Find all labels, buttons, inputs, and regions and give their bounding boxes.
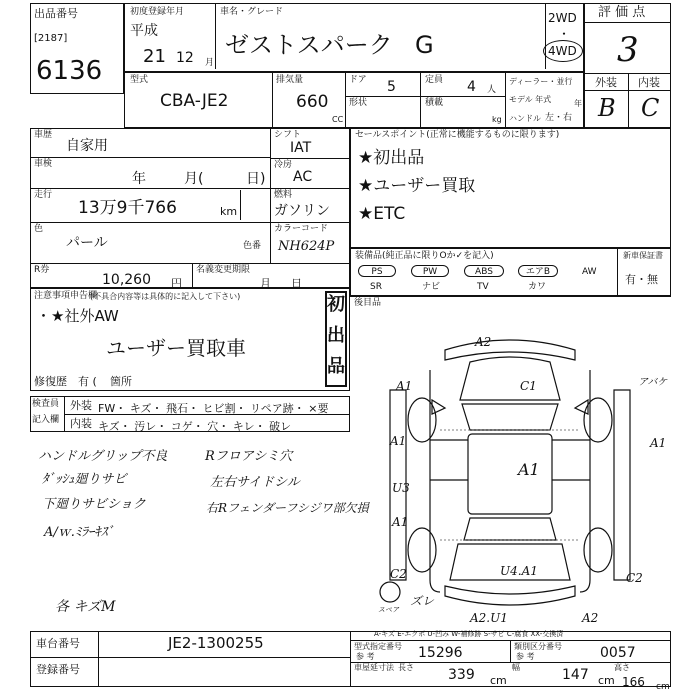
colorno-value: NH624P: [278, 239, 335, 254]
class-label: 類別区分番号: [514, 642, 562, 651]
score-label: 評 価 点: [598, 5, 646, 20]
dims-label: 車屋延寸法: [354, 663, 394, 672]
mileage-label: 走行: [34, 190, 53, 200]
displacement-unit: CC: [332, 115, 344, 124]
sales-point-1: ★初出品: [358, 148, 425, 168]
len-value: 339: [448, 667, 475, 683]
recycle-label: R券: [34, 265, 50, 275]
meishu-label: 名義変更期限: [196, 265, 251, 275]
capacity-label: 定員: [425, 75, 444, 85]
lot-number-label: 出品番号: [34, 7, 78, 20]
inspector-int-item: 汚レ: [134, 420, 157, 433]
notes-line-2: ユーザー買取車: [106, 336, 246, 360]
inspector-label-2: 記入欄: [32, 415, 60, 425]
history-value: 自家用: [66, 138, 108, 154]
equip-navi: ナビ: [422, 282, 441, 292]
chassis-label: 車台番号: [36, 637, 80, 650]
notes-label: 注意事項申告欄: [34, 291, 98, 301]
repair-value: 有 (: [78, 375, 97, 388]
ref-label-1: 参 考: [356, 652, 375, 661]
meishu-day: 日: [291, 277, 302, 290]
reg-month-unit: 月: [205, 58, 215, 68]
inspection-year: 年: [132, 171, 146, 187]
mark-a2u1: A2.U1: [470, 611, 508, 625]
sales-point-3: ★ETC: [358, 204, 406, 224]
height-unit: cm: [656, 682, 670, 692]
shape-label: 形状: [349, 98, 368, 108]
spare-label: スペア: [378, 606, 399, 614]
equip-aw: AW: [582, 267, 597, 277]
colorcode-label: カラーコード: [274, 224, 329, 234]
inspector-ext-item: FW: [98, 402, 116, 415]
inspector-int-item: キレ: [232, 420, 255, 433]
mark-u4a1: U4.A1: [500, 564, 538, 578]
fuel-label: 燃料: [274, 190, 293, 200]
damage-legend: A-キズ E-エクボ U-凹み W-補修跡 S-サビ C-腐食 XX-交換済: [374, 630, 564, 638]
doors-value: 5: [387, 79, 396, 95]
notes-line-1: ・★社外AW: [36, 307, 119, 325]
inspection-day: 日): [246, 171, 266, 187]
recycle-unit: 円: [171, 277, 182, 290]
model-label: 型式: [130, 75, 149, 85]
drive-4wd-circle: [543, 40, 583, 62]
inspector-ext-item: リペア跡: [250, 402, 294, 415]
ac-value: AC: [293, 169, 313, 185]
handle-label: ハンドル: [509, 114, 541, 123]
inspector-ext-items: FW・ キズ・ 飛石・ ヒビ割・ リペア跡・ ×要: [98, 402, 329, 415]
len-label: 長さ: [398, 663, 414, 672]
height-label: 高さ: [614, 663, 630, 672]
int-label: 内装: [638, 76, 660, 89]
dealer-label: ディーラー・並行: [509, 77, 573, 86]
drive-2wd: 2WD: [548, 11, 577, 25]
equip-pw: PW: [411, 265, 449, 277]
mark-zure: ズレ: [410, 594, 435, 608]
car-name-label: 車名・グレード: [220, 7, 284, 17]
model-spec-label: 型式指定番号: [354, 642, 402, 651]
ext-value: B: [598, 94, 616, 122]
meishu-month: 月: [260, 277, 271, 290]
model-value: CBA-JE2: [160, 91, 229, 111]
shift-label: シフト: [274, 130, 302, 140]
reg-year: 21: [143, 46, 166, 67]
hw-right-1: Rフロアシミ穴: [205, 449, 293, 464]
inspection-month: 月(: [184, 171, 204, 187]
inspector-int-item: コゲ: [170, 420, 193, 433]
mark-a2-rear: A2: [582, 611, 599, 625]
ext-label: 外装: [595, 76, 617, 89]
fuel-value: ガソリン: [274, 203, 330, 219]
mileage-value: 13万9千766: [78, 198, 177, 218]
doors-label: ドア: [349, 75, 367, 85]
hw-left-3: 下廻りサビショク: [42, 497, 146, 512]
hw-left-2: ﾀﾞｯｼｭ廻りサビ: [42, 472, 127, 487]
mark-a1-4: A1: [518, 460, 540, 479]
width-unit: cm: [598, 674, 615, 687]
ref-label-2: 参 考: [516, 652, 535, 661]
inspector-int-item: 破レ: [269, 420, 292, 433]
mark-c2-left: C2: [390, 567, 407, 581]
rear-seat-label: 後目品: [354, 298, 382, 308]
hw-left-4: A/ｗ.ﾐﾗｰｷｽﾞ: [44, 525, 114, 540]
warranty-label: 新車保証書: [623, 251, 663, 260]
model-year-label: モデル 年式: [509, 95, 552, 104]
repair-unit: 箇所: [110, 375, 132, 388]
equip-tv: TV: [477, 282, 489, 292]
car-damage-diagram: [350, 330, 671, 630]
shift-value: IAT: [290, 140, 312, 156]
mark-a1-5: A1: [392, 515, 409, 529]
inspector-int-head: 内装: [70, 417, 92, 430]
class-value: 0057: [600, 645, 636, 661]
mark-u3: U3: [392, 481, 410, 495]
hw-left-1: ハンドルグリップ不良: [38, 449, 168, 464]
inspector-label-1: 検査員: [32, 399, 60, 409]
sales-point-2: ★ユーザー買取: [358, 176, 476, 196]
colorno-label: 色番: [243, 241, 262, 251]
mark-front: A2: [475, 335, 492, 349]
lot-number-value: 6136: [36, 56, 103, 86]
mark-c1: C1: [520, 379, 537, 393]
drive-sep: ・: [558, 27, 571, 41]
inspector-ext-item: ×要: [308, 402, 329, 415]
mark-a1-1: A1: [396, 379, 413, 393]
notes-label-sub: (不具合内容等は具体的に記入して下さい): [90, 292, 241, 301]
equip-sr: SR: [370, 282, 382, 292]
reg-date-label: 初度登録年月: [130, 7, 185, 17]
model-spec-value: 15296: [418, 645, 463, 661]
hw-right-3: 右Rフェンダーフシジワ部欠損: [206, 501, 369, 515]
reg-number-label: 登録番号: [36, 663, 80, 676]
width-value: 147: [562, 667, 589, 683]
height-value: 166: [622, 675, 645, 689]
ac-label: 冷房: [274, 160, 293, 170]
car-name: ゼストスパーク: [225, 31, 393, 59]
stamp-char-2: 出: [327, 325, 345, 346]
inspector-ext-item: 飛石: [166, 402, 188, 415]
hw-right-2: 左右サイドシル: [210, 475, 300, 490]
equipment-label: 装備品(純正品に限りOか✓を記入): [355, 251, 494, 261]
equip-airbag: エアB: [518, 265, 558, 277]
reg-month: 12: [176, 50, 194, 66]
warranty-value: 有・無: [625, 273, 658, 286]
equip-leather: カワ: [528, 282, 547, 292]
equip-abs: ABS: [464, 265, 504, 277]
len-unit: cm: [490, 674, 507, 687]
mark-abake: アバケ: [638, 377, 668, 388]
capacity-value: 4: [467, 79, 476, 95]
inspector-ext-head: 外装: [70, 399, 92, 412]
inspector-ext-item: ヒビ割: [202, 402, 236, 415]
car-grade: G: [415, 31, 434, 59]
load-unit: kg: [492, 115, 502, 124]
inspector-int-item: 穴: [207, 420, 219, 433]
width-label: 幅: [512, 663, 520, 672]
lot-sub: [2187]: [34, 33, 68, 44]
mark-a1-2: A1: [390, 434, 407, 448]
equip-ps: PS: [358, 265, 396, 277]
displacement-value: 660: [296, 92, 329, 112]
drive-4wd: 4WD: [548, 44, 577, 58]
sales-points-label: セールスポイント(正常に機能するものに限ります): [355, 130, 560, 140]
load-label: 積載: [425, 98, 444, 108]
mark-c2-right: C2: [626, 571, 643, 585]
inspector-int-items: キズ・ 汚レ・ コゲ・ 穴・ キレ・ 破レ: [98, 420, 292, 433]
color-label: 色: [34, 224, 44, 234]
repair-label: 修復歴: [34, 375, 67, 388]
inspector-ext-item: キズ: [129, 402, 152, 415]
chassis-value: JE2-1300255: [168, 634, 264, 652]
hw-left-5: 各 キズM: [55, 599, 116, 615]
handle-value: 左・右: [545, 113, 573, 123]
mark-a1-3: A1: [650, 436, 667, 450]
inspector-int-item: キズ: [98, 420, 120, 433]
int-value: C: [641, 94, 660, 122]
color-value: パール: [66, 235, 108, 251]
displacement-label: 排気量: [276, 75, 304, 85]
stamp-char-3: 品: [327, 356, 345, 377]
recycle-value: 10,260: [102, 272, 151, 288]
mileage-unit: km: [220, 205, 238, 218]
era: 平成: [130, 23, 158, 39]
model-year-unit: 年: [574, 99, 582, 108]
history-label: 車歴: [34, 130, 53, 140]
stamp-char-1: 初: [327, 294, 345, 315]
capacity-unit: 人: [487, 85, 497, 95]
inspection-label: 車検: [34, 159, 53, 169]
score-value: 3: [617, 30, 639, 70]
